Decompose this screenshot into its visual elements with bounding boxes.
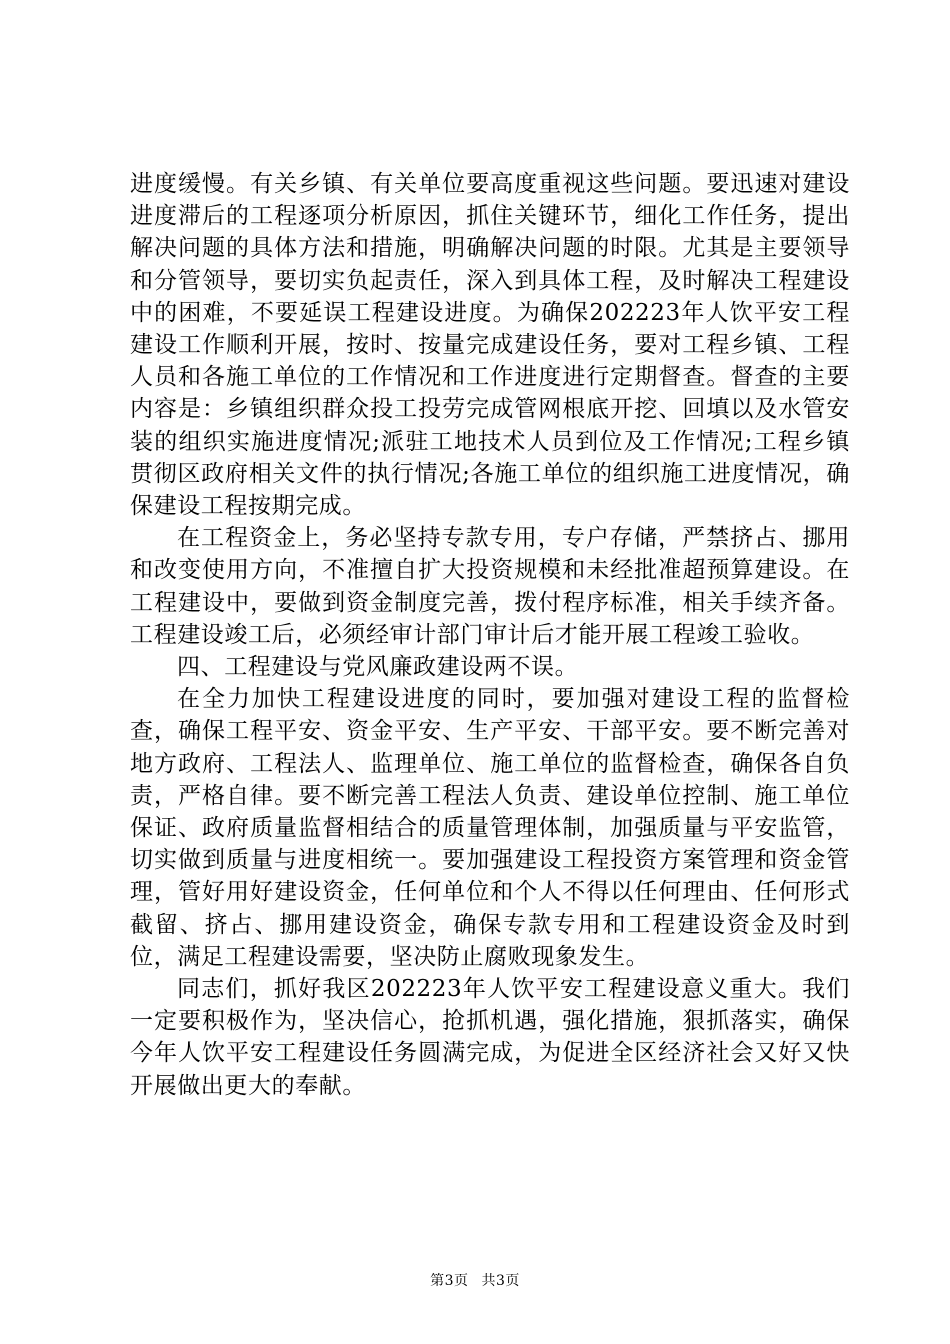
paragraph-progress-continuation: 进度缓慢。有关乡镇、有关单位要高度重视这些问题。要迅速对建设进度滞后的工程逐项分析原因，抓住关键环节，细化工作任务，提出解决问题的具体方法和措施，明确解决问题的时限。尤其是主要领导和分管领导，要切实负起责任，深入到具体工程，及时解决工程建设中的困难，不要延误工程建设进度。为确保202223年人饮平安工程建设工作顺利开展，按时、按量完成建设任务，要对工程乡镇、工程人员和各施工单位的工作情况和工作进度进行定期督查。督查的主要内容是：乡镇组织群众投工投劳完成管网根底开挖、回填以及水管安装的组织实施进度情况;派驻工地技术人员到位及工作情况;工程乡镇贯彻区政府相关文件的执行情况;各施工单位的组织施工进度情况，确保建设工程按期完成。	[130, 171, 850, 520]
section-heading-four: 四、工程建设与党风廉政建设两不误。	[177, 654, 579, 681]
paragraph-supervision: 在全力加快工程建设进度的同时，要加强对建设工程的监督检查，确保工程平安、资金平安、生产平安、干部平安。要不断完善对地方政府、工程法人、监理单位、施工单位的监督检查，确保各自负责，严格自律。要不断完善工程法人负责、建设单位控制、施工单位保证、政府质量监督相结合的质量管理体制，加强质量与平安监管，切实做到质量与进度相统一。要加强建设工程投资方案管理和资金管理，管好用好建设资金，任何单位和个人不得以任何理由、任何形式截留、挤占、挪用建设资金，确保专款专用和工程建设资金及时到位，满足工程建设需要，坚决防止腐败现象发生。	[130, 686, 850, 970]
paragraph-funding: 在工程资金上，务必坚持专款专用，专户存储，严禁挤占、挪用和改变使用方向，不准擅自扩大投资规模和未经批准超预算建设。在工程建设中，要做到资金制度完善，拨付程序标准，相关手续齐备。工程建设竣工后，必须经审计部门审计后才能开展工程竣工验收。	[130, 525, 850, 648]
page-footer	[0, 1270, 950, 1290]
document-body	[130, 168, 850, 1102]
page-number-current: 第3页	[430, 1273, 469, 1289]
page-number-total: 共3页	[481, 1273, 520, 1289]
paragraph-closing: 同志们，抓好我区202223年人饮平安工程建设意义重大。我们一定要积极作为，坚决信心，抢抓机遇，强化措施，狠抓落实，确保今年人饮平安工程建设任务圆满完成，为促进全区经济社会又好又快开展做出更大的奉献。	[130, 976, 850, 1099]
